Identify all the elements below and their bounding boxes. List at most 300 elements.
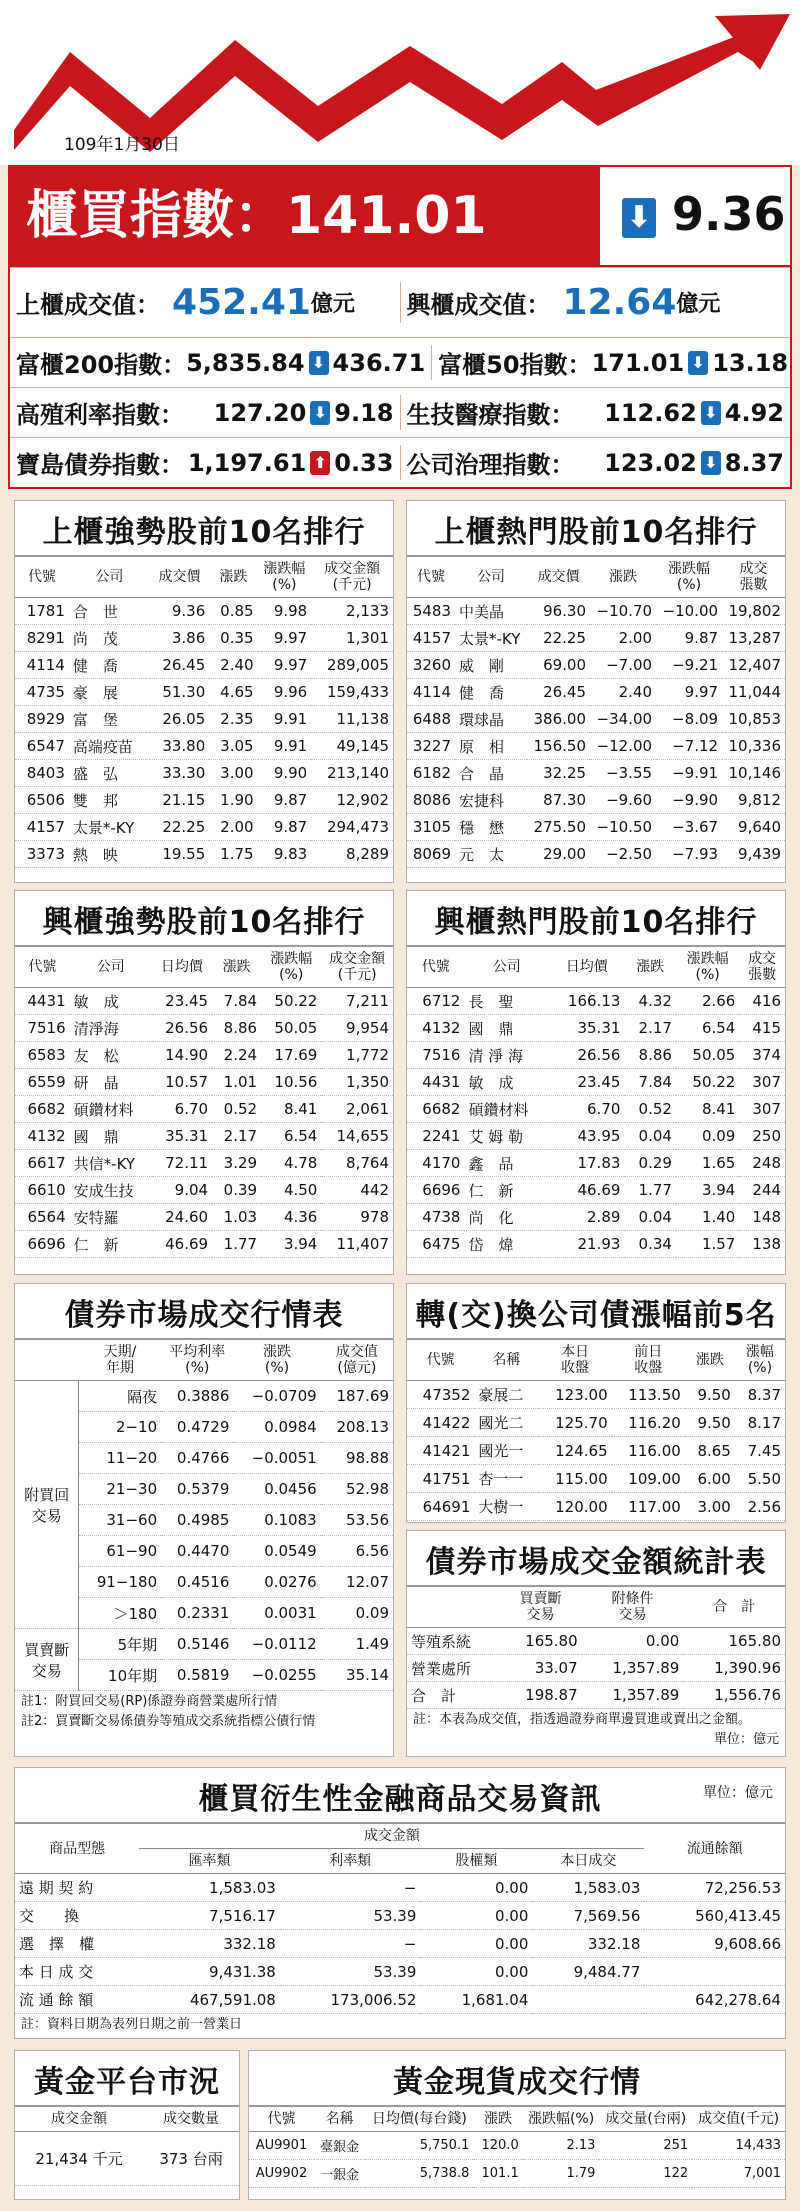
table-cell: 9.97 <box>656 679 722 706</box>
table-cell: 0.1083 <box>233 1505 320 1536</box>
table-cell: 87.30 <box>527 787 590 814</box>
table-row <box>407 1465 785 1493</box>
column-header: 漲幅 (%) <box>735 1340 785 1381</box>
table-cell: 374 <box>739 1042 785 1069</box>
table-cell: 307 <box>739 1096 785 1123</box>
table-row <box>15 1629 393 1660</box>
table-cell: 23.45 <box>152 988 212 1015</box>
table-cell: 46.69 <box>549 1177 624 1204</box>
table-cell: 1.01 <box>212 1069 261 1096</box>
table-cell: −2.50 <box>590 841 656 868</box>
table-cell: 49,145 <box>311 733 393 760</box>
table-cell: 0.85 <box>209 598 257 625</box>
table-cell: 4738 <box>407 1204 464 1231</box>
table-cell: 7.45 <box>735 1437 785 1465</box>
table-cell: 125.70 <box>538 1409 611 1437</box>
table-cell: 11,138 <box>311 706 393 733</box>
table-cell: 太景*-KY <box>69 814 150 841</box>
table-cell: 2.17 <box>624 1015 676 1042</box>
table-cell: 11,407 <box>321 1231 393 1258</box>
down-arrow-icon: ⬇ <box>310 401 330 425</box>
index-name: 高殖利率指數： <box>16 401 184 429</box>
table-cell: 4431 <box>15 988 70 1015</box>
table-cell: 環球晶 <box>455 706 527 733</box>
index-cell <box>10 282 400 323</box>
otc-hot-panel <box>406 500 786 883</box>
column-header: 漲跌 <box>624 947 676 988</box>
table-cell: 尚 茂 <box>69 625 150 652</box>
table-cell: 6488 <box>407 706 455 733</box>
header-row <box>15 2107 239 2132</box>
table-cell: 6559 <box>15 1069 70 1096</box>
index-name: 富櫃50指數： <box>438 351 592 379</box>
table-cell: 275.50 <box>527 814 590 841</box>
emg-hot-table <box>407 947 785 1258</box>
table-cell: 一銀金 <box>314 2160 365 2188</box>
table-cell: 8291 <box>15 625 69 652</box>
panel-title: 黃金現貨成交行情 <box>249 2051 785 2107</box>
table-cell: 1,390.96 <box>683 1655 785 1682</box>
main-index-box <box>8 165 792 267</box>
index-value: 5,835.84 <box>186 348 305 377</box>
table-cell: 14,433 <box>692 2132 785 2160</box>
table-cell: 2,061 <box>321 1096 393 1123</box>
column-header: 公司 <box>70 947 152 988</box>
table-cell: 8,764 <box>321 1150 393 1177</box>
table-cell: 248 <box>739 1150 785 1177</box>
table-cell: 營業處所 <box>407 1655 499 1682</box>
table-cell: 50.05 <box>261 1015 321 1042</box>
table-cell: 51.30 <box>150 679 209 706</box>
convertible-panel <box>406 1283 786 1523</box>
table-cell: 8.41 <box>261 1096 321 1123</box>
table-cell: 23.45 <box>549 1069 624 1096</box>
index-name: 寶島債券指數： <box>16 451 184 479</box>
table-cell: 遠 期 契 約 <box>15 1874 139 1902</box>
table-row <box>15 1204 393 1231</box>
table-cell: 7,516.17 <box>139 1902 280 1930</box>
table-cell: 鑫 品 <box>464 1150 549 1177</box>
table-cell: 3373 <box>15 841 69 868</box>
table-cell: 10,853 <box>722 706 785 733</box>
table-cell: 50.22 <box>676 1069 739 1096</box>
table-cell: 3.29 <box>212 1150 261 1177</box>
table-cell: 9,431.38 <box>139 1958 280 1986</box>
table-row <box>407 1015 785 1042</box>
otc-strong-table <box>15 557 393 868</box>
table-cell: 0.39 <box>212 1177 261 1204</box>
column-header: 名稱 <box>474 1340 538 1381</box>
table-cell: 26.56 <box>549 1042 624 1069</box>
table-cell: 艾 姆 勒 <box>464 1123 549 1150</box>
table-row <box>407 814 785 841</box>
column-header: 成交金額 <box>15 2107 143 2132</box>
column-header: 流通餘額 <box>644 1824 785 1874</box>
panel-title: 興櫃強勢股前10名排行 <box>15 891 393 947</box>
index-row <box>10 267 790 337</box>
table-cell: 2,133 <box>311 598 393 625</box>
table-cell: 4.65 <box>209 679 257 706</box>
table-cell: 0.52 <box>624 1096 676 1123</box>
group-label: 買賣斷 交易 <box>15 1629 79 1691</box>
table-cell: 0.0276 <box>233 1567 320 1598</box>
table-cell: 健 喬 <box>69 652 150 679</box>
table-cell: 國 鼎 <box>70 1123 152 1150</box>
table-cell: 156.50 <box>527 733 590 760</box>
table-row <box>407 1042 785 1069</box>
table-cell: 0.0984 <box>233 1412 320 1443</box>
column-header: 名稱 <box>314 2107 365 2132</box>
table-cell: 5,738.8 <box>365 2160 473 2188</box>
header-row <box>407 1340 785 1381</box>
column-header: 本日成交 <box>532 1849 644 1874</box>
table-row <box>407 1409 785 1437</box>
table-cell: 31−60 <box>79 1505 161 1536</box>
table-cell: 9.83 <box>258 841 312 868</box>
table-row <box>407 679 785 706</box>
table-cell: 1.79 <box>523 2160 600 2188</box>
table-cell: 9,608.66 <box>644 1930 785 1958</box>
table-cell: 19,802 <box>722 598 785 625</box>
up-arrow-icon: ⬆ <box>310 451 330 475</box>
table-cell: 2.17 <box>212 1123 261 1150</box>
table-row <box>407 1682 785 1709</box>
table-cell: 2.66 <box>676 988 739 1015</box>
table-cell: 1781 <box>15 598 69 625</box>
table-cell: 2.40 <box>590 679 656 706</box>
table-cell: 7,569.56 <box>532 1902 644 1930</box>
index-cell <box>10 395 400 430</box>
table-cell: 8929 <box>15 706 69 733</box>
table-cell: 116.20 <box>612 1409 685 1437</box>
table-cell: −10.70 <box>590 598 656 625</box>
table-cell: 0.0549 <box>233 1536 320 1567</box>
table-cell: 2.00 <box>209 814 257 841</box>
table-cell: 416 <box>739 988 785 1015</box>
table-cell: 國光一 <box>474 1437 538 1465</box>
table-cell: 敏 成 <box>464 1069 549 1096</box>
table-cell: 64691 <box>407 1493 474 1521</box>
table-row <box>15 1042 393 1069</box>
table-cell: 61−90 <box>79 1536 161 1567</box>
table-cell: −10.50 <box>590 814 656 841</box>
table-cell: 7,001 <box>692 2160 785 2188</box>
table-cell: 4.32 <box>624 988 676 1015</box>
column-header: 平均利率 (%) <box>161 1340 233 1381</box>
table-cell: −3.55 <box>590 760 656 787</box>
table-cell: 9,954 <box>321 1015 393 1042</box>
table-cell: 35.14 <box>321 1660 393 1691</box>
table-cell: 8086 <box>407 787 455 814</box>
column-header: 股權類 <box>420 1849 532 1874</box>
table-cell <box>532 1986 644 2014</box>
table-cell: 0.3886 <box>161 1381 233 1412</box>
table-cell: −9.91 <box>656 760 722 787</box>
table-cell: AU9902 <box>249 2160 314 2188</box>
column-header: 漲跌 <box>212 947 261 988</box>
table-cell: 交 換 <box>15 1902 139 1930</box>
table-cell: 8.86 <box>624 1042 676 1069</box>
table-cell: 4157 <box>407 625 455 652</box>
emg-strong-panel <box>14 890 394 1275</box>
table-cell: 0.00 <box>420 1902 532 1930</box>
table-cell: 原 相 <box>455 733 527 760</box>
table-cell: 1,350 <box>321 1069 393 1096</box>
table-cell: 研 晶 <box>70 1069 152 1096</box>
table-cell: 9.50 <box>685 1381 735 1409</box>
table-cell: 22.25 <box>527 625 590 652</box>
table-cell: − <box>280 1874 421 1902</box>
table-row <box>249 2132 785 2160</box>
header-row <box>407 1587 785 1628</box>
table-cell: 4.78 <box>261 1150 321 1177</box>
table-cell: 富 堡 <box>69 706 150 733</box>
table-cell: 4735 <box>15 679 69 706</box>
index-row <box>10 337 790 387</box>
down-arrow-icon: ⬇ <box>701 401 721 425</box>
table-cell: 穩 懋 <box>455 814 527 841</box>
panel-title: 轉(交)換公司債漲幅前5名 <box>407 1284 785 1340</box>
table-cell: 208.13 <box>321 1412 393 1443</box>
header-banner <box>0 0 800 165</box>
table-cell: 4132 <box>15 1123 70 1150</box>
table-cell: 47352 <box>407 1381 474 1409</box>
table-cell: 198.87 <box>499 1682 581 1709</box>
column-header: 附條件 交易 <box>582 1587 684 1628</box>
table-cell: 6696 <box>407 1177 464 1204</box>
column-header: 成交價 <box>527 557 590 598</box>
table-cell: 4114 <box>15 652 69 679</box>
table-cell: 1.77 <box>624 1177 676 1204</box>
table-row <box>407 1123 785 1150</box>
table-cell: 0.09 <box>321 1598 393 1629</box>
table-cell: 本 日 成 交 <box>15 1958 139 1986</box>
table-cell: 124.65 <box>538 1437 611 1465</box>
table-cell: 1.75 <box>209 841 257 868</box>
table-cell: 50.05 <box>676 1042 739 1069</box>
table-cell: 442 <box>321 1177 393 1204</box>
index-change: 0.33 <box>334 448 394 477</box>
column-header: 漲跌幅 (%) <box>656 557 722 598</box>
table-cell: 豪 展 <box>69 679 150 706</box>
table-row <box>15 598 393 625</box>
table-row <box>15 1874 785 1902</box>
table-cell: 113.50 <box>612 1381 685 1409</box>
change-value: 9.36 <box>672 187 786 241</box>
index-cell <box>400 395 791 430</box>
table-row <box>15 1177 393 1204</box>
table-cell: 選 擇 權 <box>15 1930 139 1958</box>
table-cell: 臺銀金 <box>314 2132 365 2160</box>
table-row <box>407 1655 785 1682</box>
table-cell: 187.69 <box>321 1381 393 1412</box>
panel-title: 興櫃熱門股前10名排行 <box>407 891 785 947</box>
table-cell: 0.00 <box>582 1628 684 1655</box>
header-row <box>15 1824 785 1849</box>
index-name: 生技醫療指數： <box>406 401 575 429</box>
table-cell: 17.83 <box>549 1150 624 1177</box>
down-arrow-icon: ⬇ <box>688 351 708 375</box>
table-cell: 3.94 <box>676 1177 739 1204</box>
table-cell: 0.5146 <box>161 1629 233 1660</box>
table-cell: −0.0051 <box>233 1443 320 1474</box>
table-cell: 244 <box>739 1177 785 1204</box>
table-cell: 元 太 <box>455 841 527 868</box>
panel-title: 櫃買衍生性金融商品交易資訊 <box>15 1768 785 1824</box>
table-cell: −7.00 <box>590 652 656 679</box>
table-cell: 11,044 <box>722 679 785 706</box>
table-cell: 12,902 <box>311 787 393 814</box>
table-cell: 7.84 <box>624 1069 676 1096</box>
index-value: 127.20 <box>213 398 307 427</box>
table-cell: 21−30 <box>79 1474 161 1505</box>
table-cell: 8,289 <box>311 841 393 868</box>
table-row <box>407 1437 785 1465</box>
table-cell: 0.5819 <box>161 1660 233 1691</box>
column-header: 漲跌 <box>209 557 257 598</box>
table-cell: 宏捷科 <box>455 787 527 814</box>
derivatives-panel <box>14 1767 786 2039</box>
table-cell: 21.93 <box>549 1231 624 1258</box>
table-cell: 165.80 <box>499 1628 581 1655</box>
table-cell: 122 <box>599 2160 692 2188</box>
table-cell: 91−180 <box>79 1567 161 1598</box>
table-cell: 9.91 <box>258 706 312 733</box>
header-row <box>15 557 393 598</box>
index-row <box>10 387 790 437</box>
table-cell: −12.00 <box>590 733 656 760</box>
otc-index-label: 櫃買指數：141.01 <box>10 167 600 265</box>
index-unit: 億元 <box>310 292 355 317</box>
table-cell: 2−10 <box>79 1412 161 1443</box>
table-cell: 0.04 <box>624 1204 676 1231</box>
header-row <box>15 947 393 988</box>
table-cell: 386.00 <box>527 706 590 733</box>
table-cell: 0.4766 <box>161 1443 233 1474</box>
table-row <box>407 625 785 652</box>
table-cell: 24.60 <box>152 1204 212 1231</box>
table-cell: 32.25 <box>527 760 590 787</box>
table-cell: 8403 <box>15 760 69 787</box>
table-cell: 雙 邦 <box>69 787 150 814</box>
table-cell: 熱 映 <box>69 841 150 868</box>
table-cell: −0.0255 <box>233 1660 320 1691</box>
table-cell: 5,750.1 <box>365 2132 473 2160</box>
column-header: 匯率類 <box>139 1849 280 1874</box>
table-row <box>15 706 393 733</box>
table-cell: 10年期 <box>79 1660 161 1691</box>
table-row <box>15 2132 239 2186</box>
table-cell: 9.90 <box>258 760 312 787</box>
table-cell: 9,812 <box>722 787 785 814</box>
table-cell: 0.52 <box>212 1096 261 1123</box>
index-cell <box>10 445 400 480</box>
table-cell: 0.00 <box>420 1930 532 1958</box>
table-cell: 50.22 <box>261 988 321 1015</box>
table-row <box>15 787 393 814</box>
table-cell: 117.00 <box>612 1493 685 1521</box>
table-cell: 12,407 <box>722 652 785 679</box>
column-header <box>15 1340 79 1381</box>
table-cell: 41421 <box>407 1437 474 1465</box>
table-row <box>407 1628 785 1655</box>
table-cell: 碩鑽材料 <box>70 1096 152 1123</box>
table-cell: 7516 <box>15 1015 70 1042</box>
table-cell: 9.91 <box>258 733 312 760</box>
table-cell: 6.54 <box>261 1123 321 1150</box>
table-row <box>15 988 393 1015</box>
index-name: 公司治理指數： <box>406 451 575 479</box>
table-cell: 6564 <box>15 1204 70 1231</box>
table-cell: 6475 <box>407 1231 464 1258</box>
table-cell: −9.60 <box>590 787 656 814</box>
table-cell: 53.56 <box>321 1505 393 1536</box>
table-row <box>407 1150 785 1177</box>
column-header: 成交值 (億元) <box>321 1340 393 1381</box>
index-change: 8.37 <box>724 448 784 477</box>
column-header: 成交 張數 <box>739 947 785 988</box>
table-cell: 0.09 <box>676 1123 739 1150</box>
column-header: 代號 <box>15 557 69 598</box>
table-cell: 合 世 <box>69 598 150 625</box>
index-value: 1,197.61 <box>187 448 307 477</box>
column-header: 利率類 <box>280 1849 421 1874</box>
table-row <box>407 1231 785 1258</box>
table-cell: 9.87 <box>258 814 312 841</box>
table-cell: 72.11 <box>152 1150 212 1177</box>
table-row <box>15 760 393 787</box>
index-row <box>10 437 790 487</box>
table-cell: 373 台兩 <box>143 2132 239 2186</box>
panel-title: 黃金平台市況 <box>15 2051 239 2107</box>
table-cell: 26.05 <box>150 706 209 733</box>
column-header: 天期/ 年期 <box>79 1340 161 1381</box>
table-cell: 10.57 <box>152 1069 212 1096</box>
table-cell: 289,005 <box>311 652 393 679</box>
group-label: 附買回 交易 <box>15 1381 79 1629</box>
table-cell: 35.31 <box>152 1123 212 1150</box>
column-header: 代號 <box>15 947 70 988</box>
table-row <box>15 1381 393 1412</box>
table-cell: 8.65 <box>685 1437 735 1465</box>
table-cell: 中美晶 <box>455 598 527 625</box>
index-cell <box>400 282 791 323</box>
table-cell: 53.39 <box>280 1958 421 1986</box>
table-cell: 合 計 <box>407 1682 499 1709</box>
table-cell: 9.04 <box>152 1177 212 1204</box>
column-header <box>407 1587 499 1628</box>
table-cell: 4.50 <box>261 1177 321 1204</box>
table-row <box>15 1902 785 1930</box>
table-cell: 2.13 <box>523 2132 600 2160</box>
column-header: 成交值(千元) <box>692 2107 785 2132</box>
column-header: 代號 <box>407 947 464 988</box>
table-cell: 7,211 <box>321 988 393 1015</box>
table-cell: 9,640 <box>722 814 785 841</box>
table-cell: 6712 <box>407 988 464 1015</box>
table-cell: 96.30 <box>527 598 590 625</box>
table-cell: −10.00 <box>656 598 722 625</box>
table-cell: 友 松 <box>70 1042 152 1069</box>
column-header: 漲跌幅(%) <box>523 2107 600 2132</box>
bond-note-1: 註1：附買回交易(RP)係證券商營業處所行情 <box>21 1694 278 1710</box>
table-cell: 9.97 <box>258 625 312 652</box>
table-row <box>15 625 393 652</box>
emg-hot-panel <box>406 890 786 1275</box>
table-cell: 1,556.76 <box>683 1682 785 1709</box>
table-cell: 0.04 <box>624 1123 676 1150</box>
table-cell: 26.45 <box>150 652 209 679</box>
